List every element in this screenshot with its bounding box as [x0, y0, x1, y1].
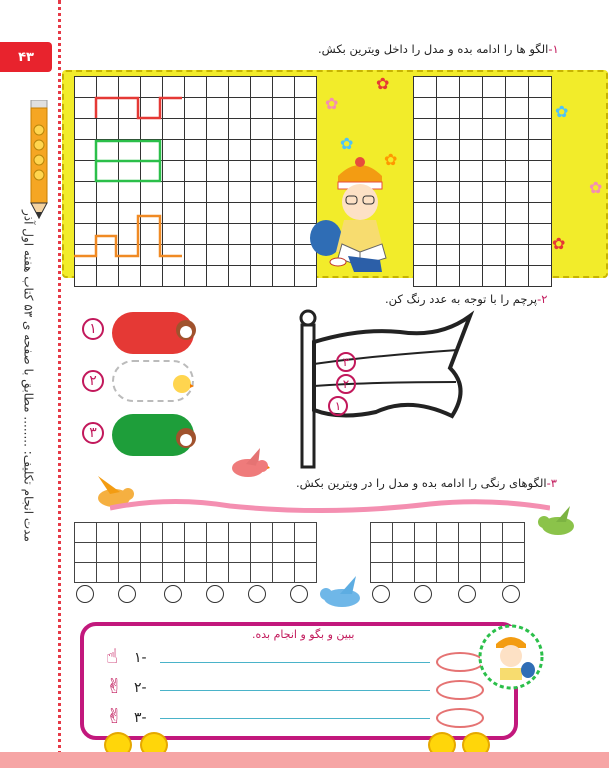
row-number: ۱-: [134, 650, 147, 666]
pattern-lines: [74, 76, 312, 274]
grid-cell[interactable]: [529, 182, 552, 203]
bird-icon: [224, 444, 270, 484]
grid-cell[interactable]: [437, 203, 460, 224]
grid-cell[interactable]: [414, 203, 437, 224]
grid-cell[interactable]: [207, 563, 229, 583]
grid-cell[interactable]: [460, 161, 483, 182]
question-1-number: ۱-: [548, 42, 559, 56]
grid-cell[interactable]: [506, 203, 529, 224]
grid-cell[interactable]: [483, 245, 506, 266]
grid-cell[interactable]: [437, 224, 460, 245]
number-label: ۱: [89, 321, 97, 337]
hand-icon: ✌: [106, 674, 123, 698]
color-showcase-grid[interactable]: [370, 522, 525, 583]
grid-cell[interactable]: [414, 182, 437, 203]
grid-cell[interactable]: [483, 140, 506, 161]
bottom-color-bar: [0, 752, 609, 768]
row-label: [134, 710, 147, 726]
flower-icon: ✿: [384, 150, 398, 169]
grid-cell[interactable]: [506, 182, 529, 203]
grid-cell[interactable]: [529, 98, 552, 119]
showcase-grid[interactable]: [413, 76, 552, 287]
grid-cell[interactable]: [529, 77, 552, 98]
bird-icon: [316, 574, 370, 614]
grid-cell[interactable]: [295, 523, 317, 543]
grid-cell[interactable]: [251, 563, 273, 583]
question-1-text: الگو ها را ادامه بده و مدل را داخل ویترین بکش.: [318, 42, 549, 56]
grid-cell[interactable]: [503, 523, 525, 543]
grid-cell[interactable]: [483, 119, 506, 140]
page-number-tab: [0, 42, 52, 72]
grid-cell[interactable]: [483, 203, 506, 224]
pattern-wheel: [290, 585, 308, 603]
grid-cell[interactable]: [503, 563, 525, 583]
box-title: [252, 628, 354, 641]
grid-cell[interactable]: [460, 77, 483, 98]
grid-cell[interactable]: [483, 266, 506, 287]
grid-cell[interactable]: [414, 245, 437, 266]
grid-cell[interactable]: [529, 266, 552, 287]
grid-cell[interactable]: [393, 523, 415, 543]
grid-cell[interactable]: [119, 523, 141, 543]
question-3-number: ۳-: [546, 476, 557, 490]
boy-reading-icon: [308, 156, 412, 274]
grid-cell[interactable]: [393, 543, 415, 563]
margin-dotted-line: [58, 0, 61, 768]
grid-cell[interactable]: [437, 245, 460, 266]
grid-cell[interactable]: [460, 98, 483, 119]
grid-cell[interactable]: [483, 77, 506, 98]
grid-cell[interactable]: [481, 523, 503, 543]
flag-stripe-number: [336, 374, 356, 394]
grid-cell[interactable]: [460, 203, 483, 224]
grid-cell[interactable]: [437, 563, 459, 583]
grid-cell[interactable]: [437, 140, 460, 161]
number-label: ۲: [342, 377, 350, 391]
pattern-wheel: [118, 585, 136, 603]
grid-cell[interactable]: [414, 119, 437, 140]
grid-cell[interactable]: [506, 224, 529, 245]
grid-cell[interactable]: [229, 563, 251, 583]
grid-cell[interactable]: [75, 523, 97, 543]
grid-cell[interactable]: [481, 563, 503, 583]
grid-cell[interactable]: [414, 224, 437, 245]
grid-cell[interactable]: [437, 523, 459, 543]
grid-cell[interactable]: [437, 182, 460, 203]
pattern-wheel: [76, 585, 94, 603]
answer-line[interactable]: [160, 662, 430, 663]
red-pattern-line: [96, 98, 182, 118]
green-pattern-line: [96, 141, 160, 181]
grid-cell[interactable]: [141, 523, 163, 543]
grid-cell[interactable]: [506, 245, 529, 266]
flag-drawing: [280, 308, 480, 470]
grid-cell[interactable]: [460, 266, 483, 287]
question-3-title: [296, 476, 557, 490]
pattern-wheel: [248, 585, 266, 603]
grid-cell[interactable]: [414, 77, 437, 98]
grid-cell[interactable]: [295, 563, 317, 583]
page-number: ۴۳: [18, 49, 34, 65]
grid-cell[interactable]: [163, 523, 185, 543]
answer-line[interactable]: [160, 690, 430, 691]
number-circle-3: [82, 422, 104, 444]
grid-cell[interactable]: [460, 224, 483, 245]
flower-icon: ✿: [340, 134, 354, 153]
grid-cell[interactable]: [251, 523, 273, 543]
grid-cell[interactable]: [163, 543, 185, 563]
question-1-title: [318, 42, 559, 56]
question-3-text: الگوهای رنگی را ادامه بده و مدل را در ویترین بکش.: [296, 476, 547, 490]
grid-cell[interactable]: [185, 563, 207, 583]
sheep-head-icon: [174, 318, 198, 342]
grid-cell[interactable]: [163, 563, 185, 583]
grid-cell[interactable]: [483, 182, 506, 203]
box-title-text: ببین و بگو و انجام بده.: [252, 628, 355, 641]
question-2-text: پرچم را با توجه به عدد رنگ کن.: [385, 292, 538, 306]
grid-cell[interactable]: [437, 119, 460, 140]
grid-cell[interactable]: [506, 119, 529, 140]
grid-cell[interactable]: [97, 523, 119, 543]
pencil-icon: [28, 100, 50, 220]
grid-cell[interactable]: [371, 543, 393, 563]
grid-cell[interactable]: [415, 523, 437, 543]
grid-cell[interactable]: [437, 98, 460, 119]
grid-cell[interactable]: [529, 224, 552, 245]
grid-cell[interactable]: [415, 563, 437, 583]
grid-cell[interactable]: [529, 245, 552, 266]
row-number: ۳-: [134, 710, 147, 726]
pink-ribbon: [110, 496, 550, 516]
flower-icon: ✿: [589, 178, 603, 197]
color-pattern-grid[interactable]: [74, 522, 317, 583]
pattern-wheel: [164, 585, 182, 603]
number-label: ۳: [342, 355, 350, 369]
flag-stripe-number: [336, 352, 356, 372]
grid-cell[interactable]: [459, 563, 481, 583]
grid-cell[interactable]: [414, 140, 437, 161]
grid-cell[interactable]: [459, 543, 481, 563]
number-circle-1: [82, 318, 104, 340]
grid-cell[interactable]: [437, 266, 460, 287]
grid-cell[interactable]: [414, 98, 437, 119]
showcase-wheel: [502, 585, 520, 603]
grid-cell[interactable]: [437, 77, 460, 98]
question-2-number: ۲-: [537, 292, 548, 306]
row-label: [134, 650, 147, 666]
flower-icon: ✿: [552, 234, 566, 253]
grid-cell[interactable]: [460, 182, 483, 203]
grid-cell[interactable]: [295, 543, 317, 563]
showcase-wheel: [372, 585, 390, 603]
grid-cell[interactable]: [506, 140, 529, 161]
grid-cell[interactable]: [229, 523, 251, 543]
flower-icon: ✿: [325, 94, 339, 113]
sheep-head-icon: [174, 426, 198, 450]
grid-cell[interactable]: [529, 119, 552, 140]
grid-cell[interactable]: [483, 161, 506, 182]
orange-pattern-line: [74, 216, 182, 256]
grid-cell[interactable]: [119, 563, 141, 583]
showcase-wheel: [414, 585, 432, 603]
grid-cell[interactable]: [529, 140, 552, 161]
grid-cell[interactable]: [75, 543, 97, 563]
grid-cell[interactable]: [251, 543, 273, 563]
grid-cell[interactable]: [506, 161, 529, 182]
grid-cell[interactable]: [414, 266, 437, 287]
number-label: ۲: [89, 373, 97, 389]
grid-cell[interactable]: [97, 563, 119, 583]
grid-cell[interactable]: [460, 119, 483, 140]
grid-cell[interactable]: [483, 98, 506, 119]
grid-cell[interactable]: [437, 161, 460, 182]
row-number: ۲-: [134, 680, 147, 696]
grid-cell[interactable]: [207, 523, 229, 543]
number-label: ۱: [334, 399, 342, 413]
boy-reading-icon: [478, 624, 544, 690]
grid-cell[interactable]: [415, 543, 437, 563]
grid-cell[interactable]: [481, 543, 503, 563]
grid-cell[interactable]: [371, 523, 393, 543]
grid-cell[interactable]: [503, 543, 525, 563]
showcase-wheel: [458, 585, 476, 603]
grid-cell[interactable]: [437, 543, 459, 563]
grid-cell[interactable]: [229, 543, 251, 563]
answer-oval[interactable]: [436, 652, 484, 672]
grid-cell[interactable]: [506, 77, 529, 98]
grid-cell[interactable]: [273, 523, 295, 543]
row-label: [134, 680, 147, 696]
number-circle-2: [82, 370, 104, 392]
grid-cell[interactable]: [273, 563, 295, 583]
flag-stripe-number: [328, 396, 348, 416]
grid-cell[interactable]: [506, 98, 529, 119]
flower-icon: ✿: [376, 74, 390, 93]
grid-cell[interactable]: [371, 563, 393, 583]
grid-cell[interactable]: [483, 224, 506, 245]
grid-cell[interactable]: [460, 140, 483, 161]
grid-cell[interactable]: [459, 523, 481, 543]
grid-cell[interactable]: [141, 563, 163, 583]
grid-cell[interactable]: [414, 161, 437, 182]
grid-cell[interactable]: [119, 543, 141, 563]
grid-cell[interactable]: [273, 543, 295, 563]
question-2-title: [385, 292, 547, 306]
vertical-instruction: مدت انجام تکلیف: ........ مطابق با صفحه ی ۵۳ کتاب هفته اول آذر: [21, 210, 36, 542]
grid-cell[interactable]: [529, 203, 552, 224]
answer-line[interactable]: [160, 718, 430, 719]
hand-icon: ✌: [106, 704, 123, 728]
answer-oval[interactable]: [436, 708, 484, 728]
grid-cell[interactable]: [185, 523, 207, 543]
grid-cell[interactable]: [529, 161, 552, 182]
grid-cell[interactable]: [207, 543, 229, 563]
grid-cell[interactable]: [460, 245, 483, 266]
grid-cell[interactable]: [97, 543, 119, 563]
grid-cell[interactable]: [185, 543, 207, 563]
side-vertical-text: [6, 210, 50, 570]
answer-oval[interactable]: [436, 680, 484, 700]
pattern-wheel: [206, 585, 224, 603]
chick-icon: [170, 372, 194, 396]
grid-cell[interactable]: [141, 543, 163, 563]
flower-icon: ✿: [555, 102, 569, 121]
grid-cell[interactable]: [75, 563, 97, 583]
grid-cell[interactable]: [506, 266, 529, 287]
hand-icon: ☝: [106, 644, 119, 668]
grid-cell[interactable]: [393, 563, 415, 583]
number-label: ۳: [89, 425, 97, 441]
